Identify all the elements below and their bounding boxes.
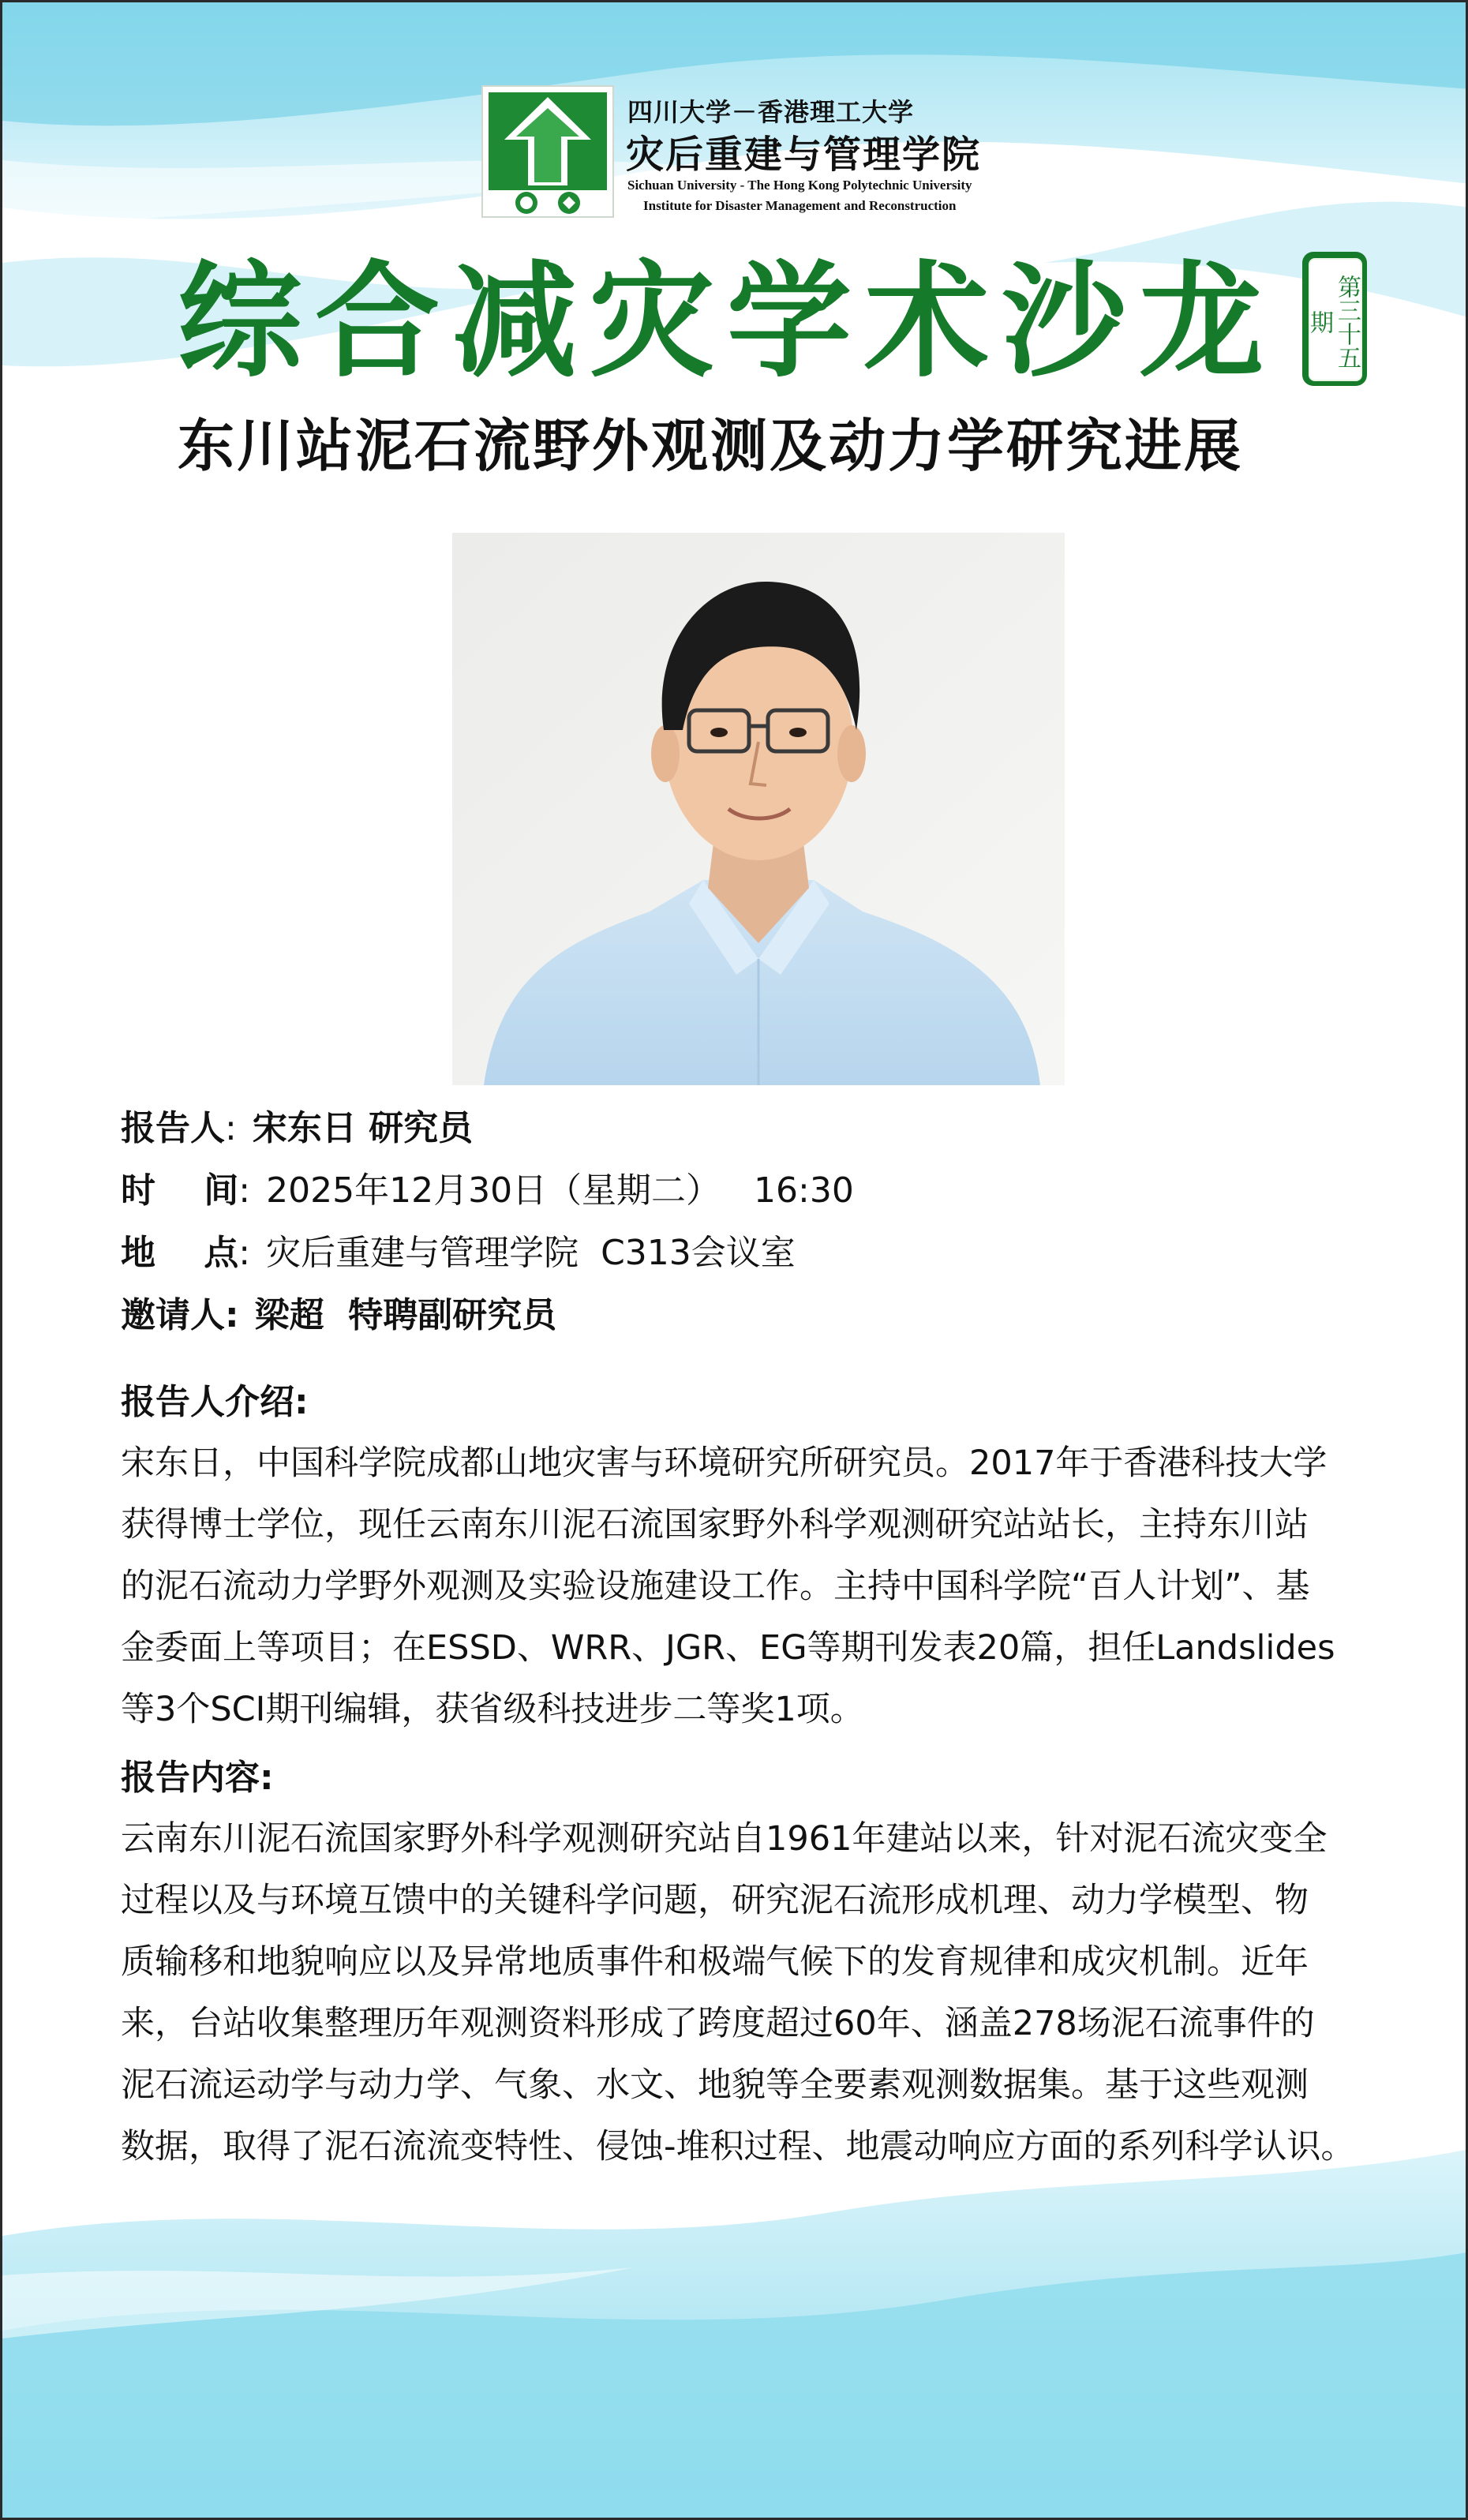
bio-line: 的泥石流动力学野外观测及实验设施建设工作。主持中国科学院“百人计划”、基 bbox=[121, 1567, 1310, 1606]
issue-tag bbox=[1302, 252, 1367, 386]
host-row bbox=[121, 1295, 557, 1335]
place-colon: : bbox=[238, 1233, 251, 1273]
logo-english-line-1: Sichuan University - The Hong Kong Polytechnic University bbox=[627, 178, 972, 193]
place-row bbox=[121, 1233, 796, 1273]
institute-logo-block bbox=[481, 84, 994, 220]
time-value: 2025年12月30日（星期二） 16:30 bbox=[266, 1170, 854, 1211]
bio-line: 宋东日，中国科学院成都山地灾害与环境研究所研究员。2017年于香港科技大学 bbox=[121, 1443, 1328, 1483]
bio-line: 获得博士学位，现任云南东川泥石流国家野外科学观测研究站站长，主持东川站 bbox=[121, 1505, 1309, 1545]
place-label: 地 点 bbox=[121, 1233, 239, 1273]
time-colon: : bbox=[238, 1170, 251, 1211]
host-value: 梁超 特聘副研究员 bbox=[254, 1295, 557, 1335]
logo-university-names: 四川大学－香港理工大学 bbox=[627, 97, 915, 127]
speaker-value: 宋东日 研究员 bbox=[252, 1108, 474, 1148]
speaker-colon: : bbox=[225, 1108, 237, 1148]
issue-number: 第三十五期 bbox=[1305, 275, 1361, 369]
speaker-portrait bbox=[452, 533, 1065, 1085]
content-line: 云南东川泥石流国家野外科学观测研究站自1961年建站以来，针对泥石流灾变全 bbox=[121, 1819, 1328, 1859]
time-row bbox=[121, 1170, 854, 1211]
content-line: 数据，取得了泥石流流变特性、侵蚀-堆积过程、地震动响应方面的系列科学认识。 bbox=[121, 2127, 1355, 2166]
speaker-row bbox=[121, 1108, 474, 1148]
host-colon: : bbox=[225, 1295, 239, 1335]
logo-institute-name: 灾后重建与管理学院 bbox=[626, 133, 982, 177]
event-title: 综合减灾学术沙龙 bbox=[178, 249, 1276, 395]
content-line: 质输移和地貌响应以及异常地质事件和极端气候下的发育规律和成灾机制。近年 bbox=[121, 1942, 1309, 1982]
bio-line: 等3个SCI期刊编辑，获省级科技进步二等奖1项。 bbox=[121, 1690, 864, 1729]
host-label: 邀请人 bbox=[121, 1295, 225, 1335]
content-heading: 报告内容: bbox=[121, 1758, 274, 1798]
talk-title: 东川站泥石流野外观测及动力学研究进展 bbox=[178, 413, 1244, 479]
issue-tag-frame bbox=[1305, 258, 1362, 381]
bio-line: 金委面上等项目；在ESSD、WRR、JGR、EG等期刊发表20篇，担任Landslides bbox=[121, 1628, 1335, 1668]
green-upward-arrow-logo-icon bbox=[481, 84, 615, 219]
place-value: 灾后重建与管理学院 C313会议室 bbox=[266, 1233, 796, 1273]
time-label: 时 间 bbox=[121, 1170, 239, 1211]
content-line: 过程以及与环境互馈中的关键科学问题，研究泥石流形成机理、动力学模型、物 bbox=[121, 1881, 1309, 1920]
content-line: 泥石流运动学与动力学、气象、水文、地貌等全要素观测数据集。基于这些观测 bbox=[121, 2065, 1309, 2105]
content-line: 来，台站收集整理历年观测资料形成了跨度超过60年、涵盖278场泥石流事件的 bbox=[121, 2004, 1315, 2043]
speaker-label: 报告人 bbox=[121, 1108, 225, 1148]
logo-english-line-2: Institute for Disaster Management and Reconstruction bbox=[643, 198, 957, 213]
bio-heading: 报告人介绍: bbox=[121, 1382, 309, 1422]
